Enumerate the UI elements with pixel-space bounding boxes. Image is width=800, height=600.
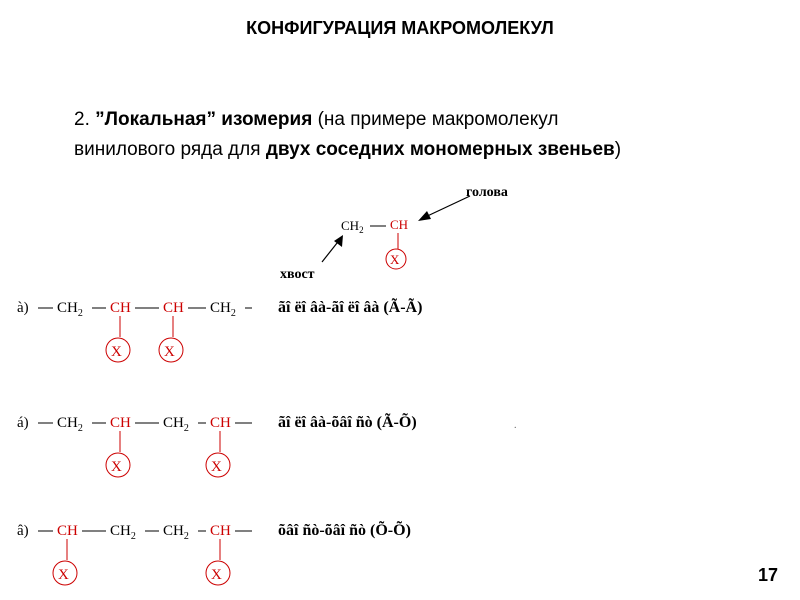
intro-text-1: (на примере макромолекул <box>312 109 559 130</box>
row-label: â) <box>17 523 29 539</box>
rows-layer <box>17 297 422 585</box>
monomer-structure <box>280 185 508 282</box>
substituent-x: X <box>111 459 122 475</box>
row-description: õâî ñò-õâî ñò (Õ-Õ) <box>278 522 411 539</box>
row-description: ãî ëî âà-õâî ñò (Ã-Õ) <box>278 414 417 431</box>
page-number: 17 <box>757 565 778 585</box>
ch-unit: CH <box>210 523 231 539</box>
row-description: ãî ëî âà-ãî ëî âà (Ã-Ã) <box>278 299 423 316</box>
ch-unit: CH <box>163 300 184 316</box>
monomer-ch2: $CH_2$ <box>341 218 364 235</box>
substituent-x: X <box>211 567 222 583</box>
substituent-x: X <box>211 459 222 475</box>
monomer-x: X <box>390 252 400 267</box>
ch-unit: CH <box>110 415 131 431</box>
stray-mark: . <box>514 420 517 431</box>
row-label: à) <box>17 300 29 316</box>
ch2-unit: $CH_2$ <box>163 523 189 542</box>
monomer-ch: CH <box>390 217 409 232</box>
ch2-unit: $CH_2$ <box>57 415 83 434</box>
ch-unit: CH <box>210 415 231 431</box>
row-label: á) <box>17 415 29 431</box>
substituent-x: X <box>164 344 175 360</box>
tail-label: хвост <box>280 267 315 282</box>
intro-number: 2. <box>74 109 96 130</box>
substituent-x: X <box>111 344 122 360</box>
substituent-x: X <box>58 567 69 583</box>
chain-row-2 <box>17 411 417 477</box>
intro-bold-2: двух соседних мономерных звеньев <box>265 139 615 160</box>
ch2-unit: $CH_2$ <box>163 415 189 434</box>
ch-unit: CH <box>110 300 131 316</box>
ch2-unit: $CH_2$ <box>110 523 136 542</box>
ch2-unit: $CH_2$ <box>210 300 236 319</box>
chain-row-3 <box>17 519 411 585</box>
page-title: КОНФИГУРАЦИЯ МАКРОМОЛЕКУЛ <box>246 18 554 38</box>
intro-bold-1: ”Локальная” изомерия <box>95 109 313 130</box>
intro-text-2: винилового ряда для <box>74 139 266 160</box>
head-arrow-tip <box>418 211 431 221</box>
chain-row-1 <box>17 297 422 362</box>
ch-unit: CH <box>57 523 78 539</box>
head-label: голова <box>466 185 508 200</box>
intro-text-3: ) <box>614 139 622 160</box>
ch2-unit: $CH_2$ <box>57 300 83 319</box>
